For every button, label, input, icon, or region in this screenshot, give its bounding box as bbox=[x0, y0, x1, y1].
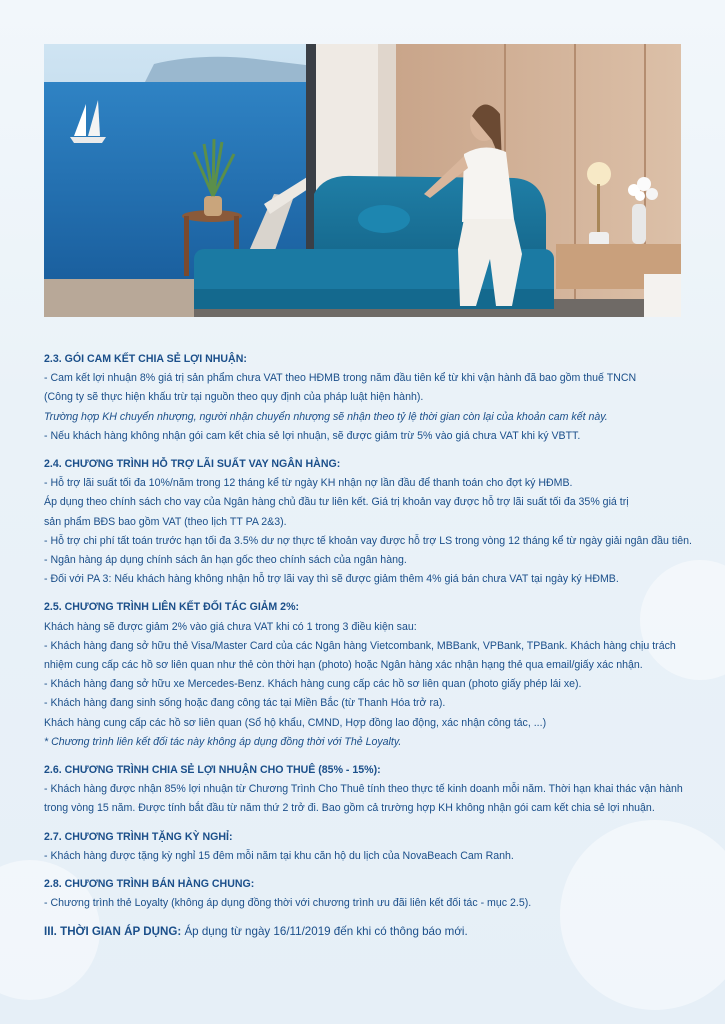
section-line: Trường hợp KH chuyển nhượng, người nhận chuyển nhượng sẽ nhận theo tỷ lệ thời gian còn lại của khoản cam kết này. bbox=[44, 410, 608, 423]
section-2-3 bbox=[44, 350, 694, 446]
section-line: (Công ty sẽ thực hiện khấu trừ tại nguồn theo quy định của pháp luật hiện hành). bbox=[44, 391, 424, 404]
section-heading: 2.4. CHƯƠNG TRÌNH HỖ TRỢ LÃI SUẤT VAY NGÂN HÀNG: bbox=[44, 458, 341, 471]
section-line: - Ngân hàng áp dụng chính sách ân hạn gốc theo chính sách của ngân hàng. bbox=[44, 554, 407, 567]
section-line: * Chương trình liên kết đối tác này không áp dụng đồng thời với Thẻ Loyalty. bbox=[44, 735, 402, 748]
section-line: - Khách hàng được tặng kỳ nghỉ 15 đêm mỗi năm tại khu căn hộ du lịch của NovaBeach Cam Ranh. bbox=[44, 849, 514, 862]
section-line: Khách hàng sẽ được giảm 2% vào giá chưa VAT khi có 1 trong 3 điều kiện sau: bbox=[44, 620, 417, 633]
section-line: - Khách hàng được nhận 85% lợi nhuận từ Chương Trình Cho Thuê tính theo thực tế kinh doanh mỗi năm. Thời hạn khai thác vận hành bbox=[44, 783, 683, 796]
section-2-6 bbox=[44, 761, 694, 819]
section-line: - Hỗ trợ chi phí tất toán trước hạn tối đa 3.5% dư nợ thực tế khoản vay được hỗ trợ LS trong vòng 12 tháng kể từ ngày giải ngân đầu tiên. bbox=[44, 534, 692, 547]
section-line: - Đối với PA 3: Nếu khách hàng không nhận hỗ trợ lãi vay thì sẽ được giảm thêm 4% giá bán chưa VAT tại ngày ký HĐMB. bbox=[44, 573, 619, 586]
promotion-content bbox=[44, 350, 694, 942]
section-2-8 bbox=[44, 875, 694, 913]
effective-date-label: III. THỜI GIAN ÁP DỤNG: bbox=[44, 925, 182, 939]
effective-date bbox=[44, 922, 694, 941]
section-heading: 2.8. CHƯƠNG TRÌNH BÁN HÀNG CHUNG: bbox=[44, 878, 255, 891]
section-line: - Khách hàng đang sở hữu xe Mercedes-Benz. Khách hàng cung cấp các hồ sơ liên quan (photo giấy phép lái xe). bbox=[44, 678, 582, 691]
section-line: - Nếu khách hàng không nhận gói cam kết chia sẻ lợi nhuận, sẽ được giảm trừ 5% vào giá chưa VAT khi ký VBTT. bbox=[44, 429, 581, 442]
section-line: - Khách hàng đang sinh sống hoặc đang công tác tại Miền Bắc (từ Thanh Hóa trở ra). bbox=[44, 697, 446, 710]
section-line: Khách hàng cung cấp các hồ sơ liên quan (Sổ hộ khẩu, CMND, Hợp đồng lao động, xác nhận công tác, ...) bbox=[44, 716, 547, 729]
resort-room-illustration bbox=[44, 44, 681, 317]
section-line: - Chương trình thẻ Loyalty (không áp dụng đồng thời với chương trình ưu đãi liên kết đối tác - mục 2.5). bbox=[44, 897, 532, 910]
section-line: trong vòng 15 năm. Được tính bắt đầu từ năm thứ 2 trở đi. Bao gồm cả trường hợp KH không nhận gói cam kết chia sẻ lợi nhuận. bbox=[44, 802, 655, 815]
section-heading: 2.5. CHƯƠNG TRÌNH LIÊN KẾT ĐỐI TÁC GIẢM 2%: bbox=[44, 601, 300, 614]
section-line: - Hỗ trợ lãi suất tối đa 10%/năm trong 12 tháng kể từ ngày KH nhận nợ lần đầu để thanh toán cho đợt ký HĐMB. bbox=[44, 477, 573, 490]
section-line: Áp dụng theo chính sách cho vay của Ngân hàng chủ đầu tư liên kết. Giá trị khoản vay được hỗ trợ lãi suất tối đa 35% giá trị bbox=[44, 496, 629, 509]
section-heading: 2.3. GÓI CAM KẾT CHIA SẺ LỢI NHUẬN: bbox=[44, 353, 247, 365]
section-line: sản phẩm BĐS bao gồm VAT (theo lịch TT PA 2&3). bbox=[44, 515, 287, 528]
hero-photo bbox=[44, 44, 681, 317]
section-line: - Cam kết lợi nhuận 8% giá trị sản phẩm chưa VAT theo HĐMB trong năm đầu tiên kể từ khi vận hành đã bao gồm thuế TNCN bbox=[44, 372, 637, 385]
effective-date-text: Áp dụng từ ngày 16/11/2019 đến khi có thông báo mới. bbox=[181, 925, 468, 939]
section-heading: 2.7. CHƯƠNG TRÌNH TẶNG KỲ NGHỈ: bbox=[44, 830, 233, 843]
section-2-5 bbox=[44, 598, 694, 752]
section-line: nhiệm cung cấp các hồ sơ liên quan như thẻ còn thời hạn (photo) hoặc Ngân hàng xác nhận hạng thẻ qua email/giấy xác nhận. bbox=[44, 659, 643, 672]
section-line: - Khách hàng đang sở hữu thẻ Visa/Master Card của các Ngân hàng Vietcombank, MBBank, VPBank, TPBank. Khách hàng chịu trách bbox=[44, 639, 676, 652]
section-heading: 2.6. CHƯƠNG TRÌNH CHIA SẺ LỢI NHUẬN CHO THUÊ (85% - 15%): bbox=[44, 764, 381, 777]
section-2-7 bbox=[44, 828, 694, 866]
section-2-4 bbox=[44, 455, 694, 589]
